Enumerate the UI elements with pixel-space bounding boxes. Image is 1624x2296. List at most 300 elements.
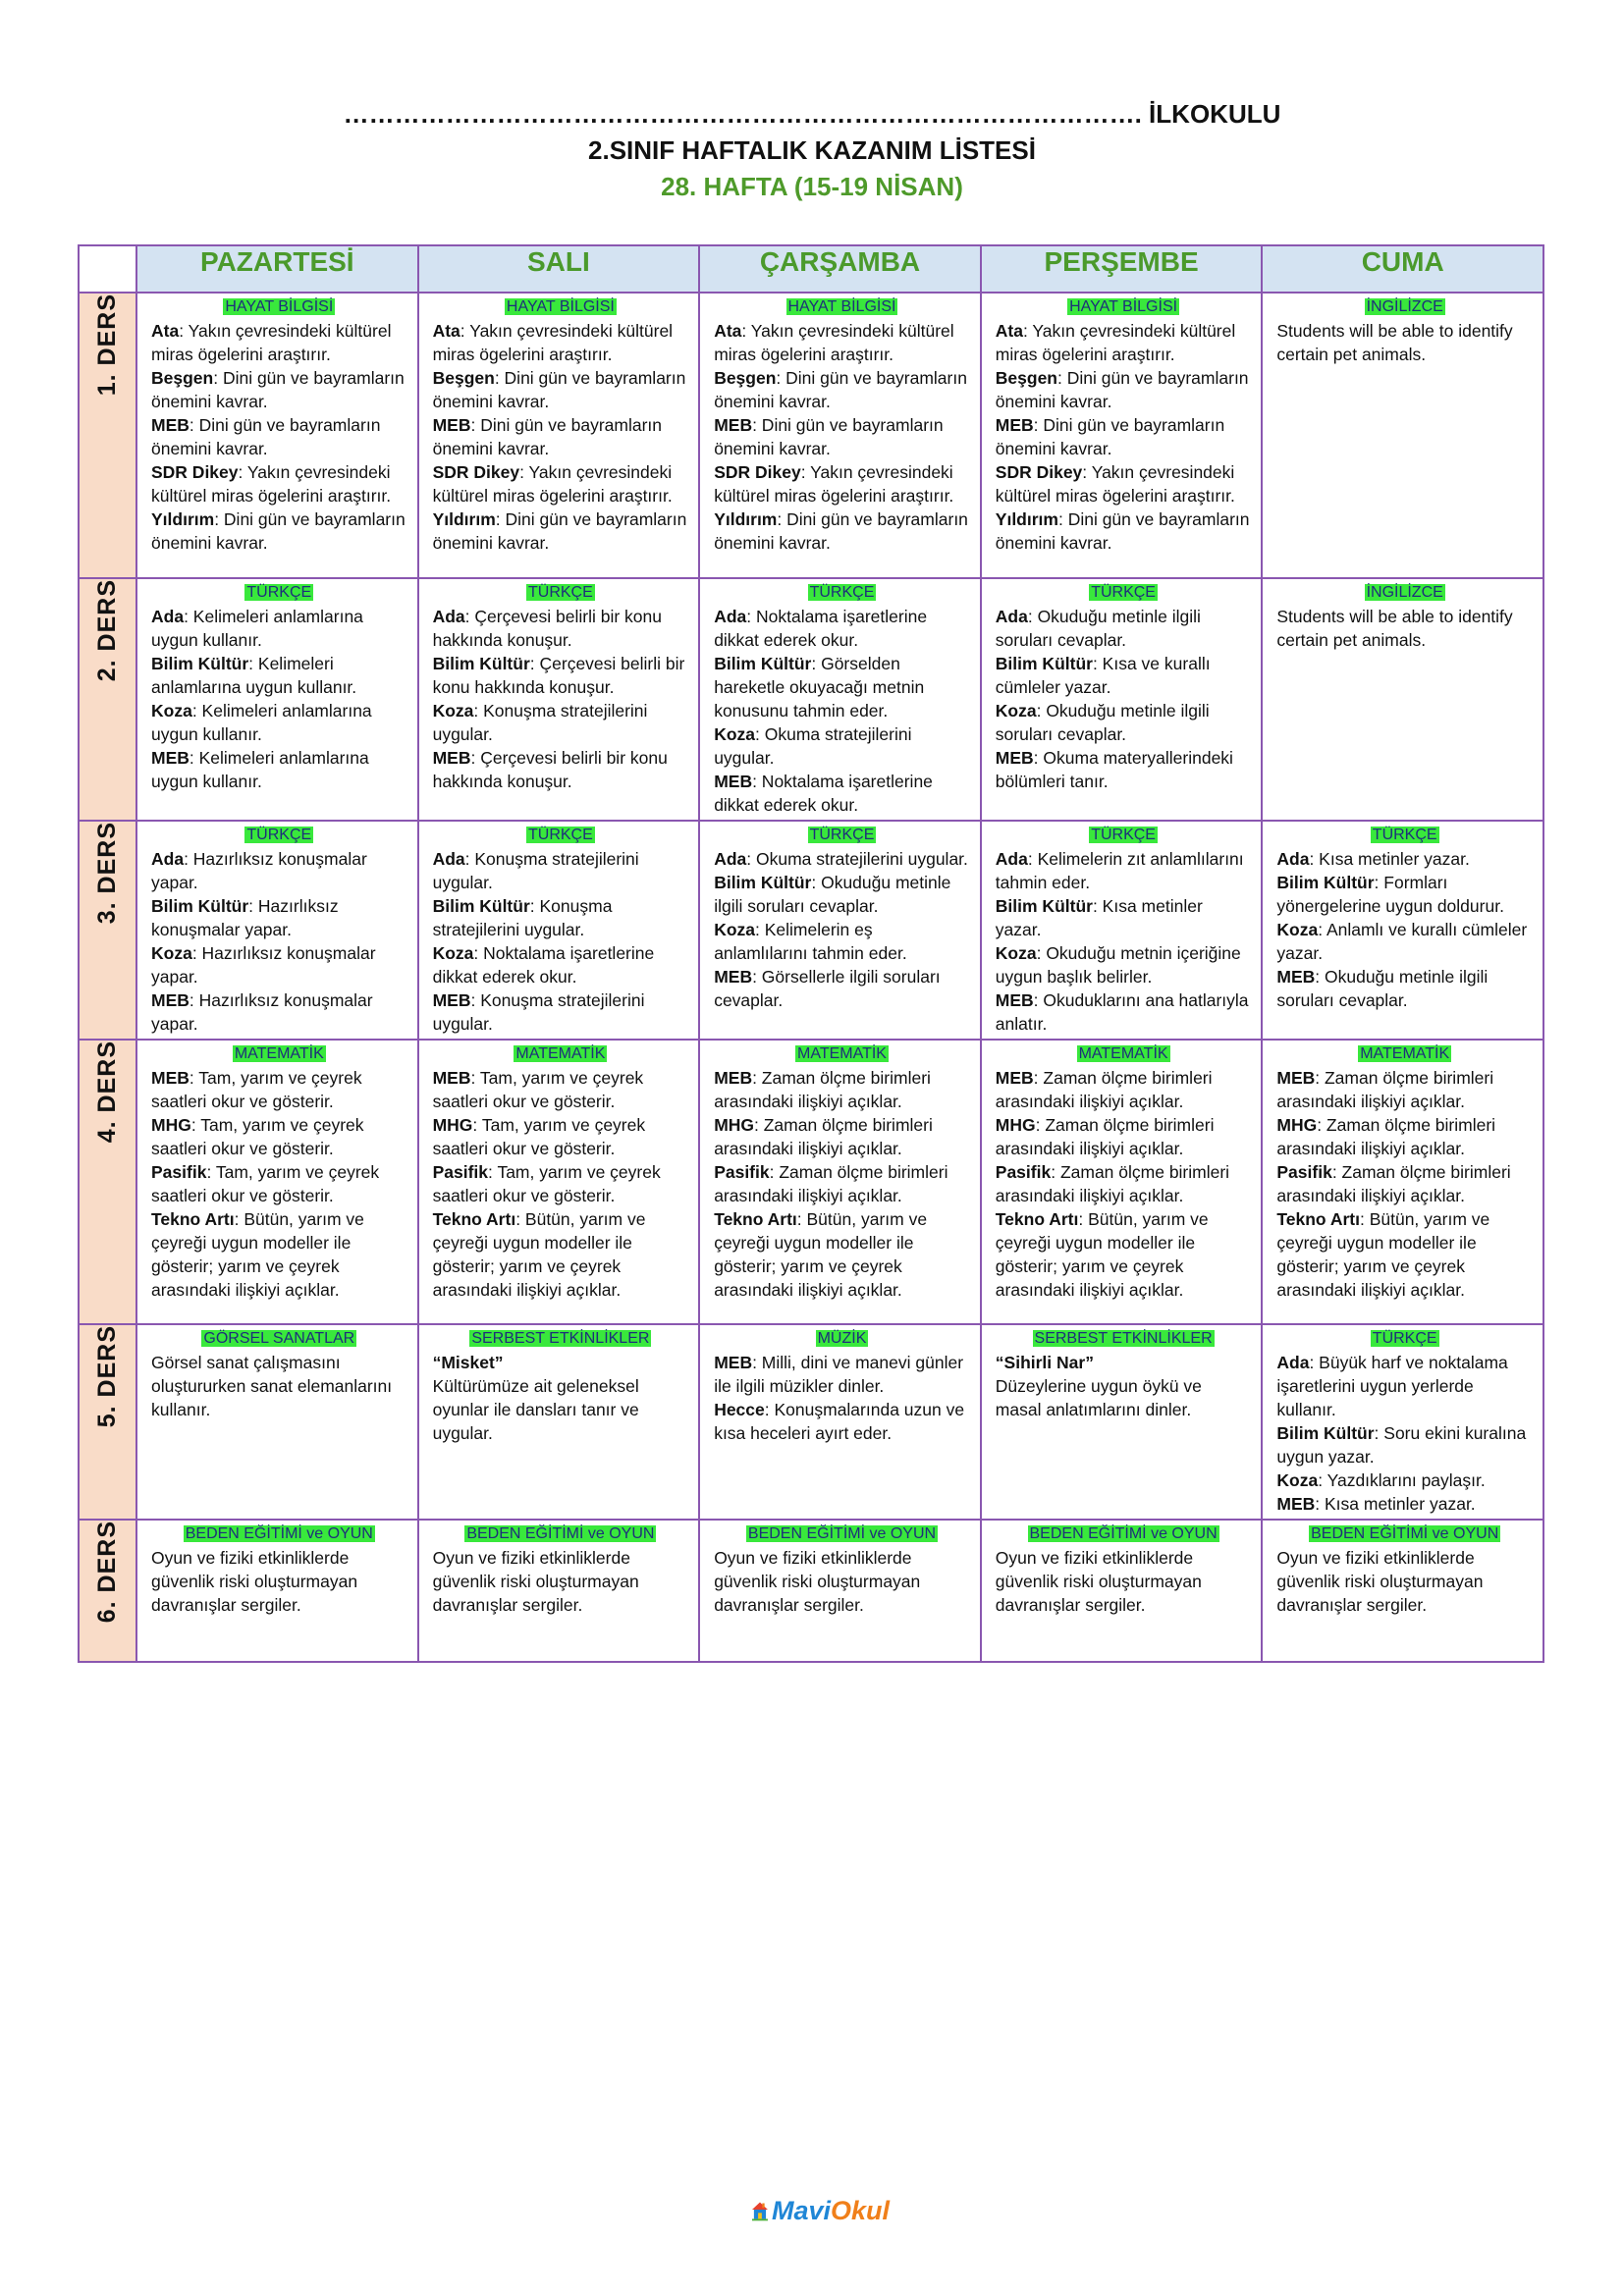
objective-item — [996, 507, 1252, 555]
objective-item — [151, 894, 407, 941]
source-name: Bilim Kültür — [432, 896, 530, 916]
subject-label: MATEMATİK — [797, 1045, 887, 1062]
objective-item — [151, 1066, 407, 1113]
house-logo-icon — [752, 2189, 768, 2232]
objective-text: : Okuduklarını ana hatlarıyla anlatır. — [995, 990, 1249, 1034]
objective-item — [996, 941, 1252, 988]
objective-text: Oyun ve fiziki etkinliklerde güvenlik riski oluşturmayan davranışlar sergiler. — [151, 1548, 358, 1615]
objective-item — [1276, 1546, 1533, 1617]
source-name: SDR Dikey — [714, 462, 801, 482]
objective-text: : Zaman ölçme birimleri arasındaki ilişkiyi açıklar. — [1276, 1115, 1496, 1158]
schedule-cell-friday — [1262, 1040, 1543, 1324]
source-name: Ada — [995, 849, 1028, 869]
subject-label: TÜRKÇE — [1091, 584, 1156, 601]
objective-text: : Tam, yarım ve çeyrek saatleri okur ve gösterir. — [151, 1115, 364, 1158]
subject-badge — [151, 581, 407, 603]
subject-badge — [1276, 295, 1533, 317]
source-name: Bilim Kültür — [151, 654, 249, 673]
objective-text: : Tam, yarım ve çeyrek saatleri okur ve gösterir. — [432, 1162, 661, 1205]
objective-item — [1276, 319, 1533, 366]
objective-item — [433, 699, 689, 746]
objective-item — [714, 366, 970, 413]
objective-text: : Tam, yarım ve çeyrek saatleri okur ve gösterir. — [151, 1068, 362, 1111]
objective-text: : Kısa metinler yazar. — [1315, 1494, 1476, 1514]
objective-text: : Kelimeleri anlamlarına uygun kullanır. — [151, 654, 357, 697]
objective-text: : Zaman ölçme birimleri arasındaki ilişkiyi açıklar. — [1276, 1068, 1494, 1111]
source-name: Ada — [1276, 849, 1310, 869]
source-name: Yıldırım — [151, 509, 215, 529]
objective-item — [433, 366, 689, 413]
lesson-header — [79, 1520, 136, 1662]
objective-item — [1276, 1207, 1533, 1302]
schedule-cell-monday — [136, 821, 418, 1040]
objective-item — [996, 1113, 1252, 1160]
source-name: MEB — [151, 415, 189, 435]
source-name: “Misket” — [432, 1353, 504, 1372]
objective-text: : Tam, yarım ve çeyrek saatleri okur ve gösterir. — [432, 1115, 646, 1158]
objective-item — [714, 770, 970, 817]
source-name: MEB — [714, 772, 753, 791]
subject-badge — [433, 1522, 689, 1544]
objective-text: : Yakın çevresindeki kültürel miras ögelerini araştırır. — [151, 462, 392, 506]
source-name: Pasifik — [995, 1162, 1052, 1182]
objective-item — [996, 894, 1252, 941]
source-name: MEB — [1276, 1068, 1316, 1088]
source-name: Bilim Kültür — [995, 654, 1093, 673]
objective-item — [714, 507, 970, 555]
subject-badge — [1276, 1327, 1533, 1349]
source-name: Bilim Kültür — [714, 873, 812, 892]
source-name: SDR Dikey — [151, 462, 239, 482]
subject-label: MÜZİK — [817, 1330, 867, 1347]
objective-item — [151, 605, 407, 652]
day-header-tuesday: SALI — [418, 245, 700, 293]
source-name: Hecce — [714, 1400, 765, 1419]
objective-text: : Yakın çevresindeki kültürel miras ögelerini araştırır. — [995, 462, 1235, 506]
objective-text: : Noktalama işaretlerine dikkat ederek okur. — [714, 772, 933, 815]
objective-item — [1276, 1066, 1533, 1113]
objective-item — [714, 319, 970, 366]
subject-label: TÜRKÇE — [246, 827, 312, 843]
objective-item — [996, 652, 1252, 699]
source-name: MEB — [151, 748, 189, 768]
schedule-cell-friday — [1262, 821, 1543, 1040]
subject-label: TÜRKÇE — [1091, 827, 1156, 843]
objective-text: : Yakın çevresindeki kültürel miras ögelerini araştırır. — [432, 462, 673, 506]
schedule-cell-friday — [1262, 293, 1543, 578]
source-name: Ata — [432, 321, 460, 341]
source-name: MHG — [1276, 1115, 1318, 1135]
objective-item — [1276, 1468, 1533, 1492]
schedule-cell-tuesday — [418, 293, 700, 578]
schedule-cell-wednesday — [699, 1324, 981, 1520]
subject-badge — [714, 581, 970, 603]
logo-text-part1: Mavi — [771, 2195, 831, 2225]
lesson-header — [79, 821, 136, 1040]
objective-text: Görsel sanat çalışmasını oluştururken sanat elemanlarını kullanır. — [151, 1353, 393, 1419]
objective-item — [433, 1160, 689, 1207]
objective-text: Students will be able to identify certain pet animals. — [1276, 607, 1513, 650]
schedule-cell-thursday — [981, 1520, 1263, 1662]
mavi-okul-logo — [752, 2186, 890, 2235]
objective-text: Düzeylerine uygun öykü ve masal anlatımlarını dinler. — [995, 1376, 1202, 1419]
page-header — [0, 96, 1624, 205]
objective-item — [151, 988, 407, 1036]
source-name: Ada — [714, 849, 747, 869]
subject-label: İNGİLİZCE — [1366, 298, 1443, 315]
source-name: MEB — [151, 1068, 189, 1088]
objective-item — [996, 319, 1252, 366]
objective-text: : Dini gün ve bayramların önemini kavrar. — [714, 509, 968, 553]
objective-item — [433, 988, 689, 1036]
source-name: Koza — [151, 701, 192, 721]
source-name: Yıldırım — [995, 509, 1058, 529]
subject-badge — [1276, 581, 1533, 603]
objective-text: : Zaman ölçme birimleri arasındaki ilişkiyi açıklar. — [714, 1162, 948, 1205]
objective-item — [714, 1398, 970, 1445]
objective-item — [996, 699, 1252, 746]
source-name: Bilim Kültür — [432, 654, 530, 673]
objective-text: : Kelimeleri anlamlarına uygun kullanır. — [151, 701, 372, 744]
objective-item — [433, 746, 689, 793]
objective-text: : Tam, yarım ve çeyrek saatleri okur ve gösterir. — [432, 1068, 644, 1111]
subject-badge — [996, 824, 1252, 845]
subject-badge — [1276, 1042, 1533, 1064]
lesson-label: 4. DERS — [93, 1041, 121, 1144]
objective-text: : Okuma stratejilerini uygular. — [746, 849, 968, 869]
objective-text: : Bütün, yarım ve çeyreği uygun modeller ile gösterir; yarım ve çeyrek arasındaki ilişkiyi açıklar. — [432, 1209, 646, 1300]
objective-text: : Dini gün ve bayramların önemini kavrar. — [995, 368, 1249, 411]
subject-badge — [151, 1522, 407, 1544]
objective-item — [151, 847, 407, 894]
subject-label: HAYAT BİLGİSİ — [1069, 298, 1178, 315]
schedule-cell-wednesday — [699, 821, 981, 1040]
schedule-cell-monday — [136, 1040, 418, 1324]
subject-label: BEDEN EĞİTİMİ ve OYUN — [466, 1525, 655, 1542]
source-name: Koza — [714, 724, 755, 744]
objective-item — [433, 847, 689, 894]
objective-text: : Yakın çevresindeki kültürel miras ögelerini araştırır. — [432, 321, 674, 364]
objective-item — [1276, 1492, 1533, 1516]
objective-item — [151, 652, 407, 699]
objective-item — [996, 413, 1252, 460]
objective-text: : Zaman ölçme birimleri arasındaki ilişkiyi açıklar. — [714, 1115, 933, 1158]
source-name: Ada — [151, 849, 185, 869]
objective-item — [433, 894, 689, 941]
objective-item — [433, 1113, 689, 1160]
corner-cell — [79, 245, 136, 293]
schedule-cell-tuesday — [418, 821, 700, 1040]
objective-text: : Okuduğu metinle ilgili soruları cevaplar. — [1276, 967, 1489, 1010]
source-name: “Sihirli Nar” — [995, 1353, 1094, 1372]
subject-label: MATEMATİK — [1078, 1045, 1168, 1062]
objective-text: : Dini gün ve bayramların önemini kavrar. — [714, 415, 944, 458]
objective-item — [433, 507, 689, 555]
source-name: Beşgen — [714, 368, 777, 388]
day-header-row — [79, 245, 1543, 293]
source-name: Koza — [151, 943, 192, 963]
lesson-row — [79, 293, 1543, 578]
objective-item — [996, 847, 1252, 894]
objective-item — [433, 413, 689, 460]
objective-text: : Tam, yarım ve çeyrek saatleri okur ve gösterir. — [151, 1162, 380, 1205]
source-name: Bilim Kültür — [1276, 873, 1375, 892]
objective-text: : Görselden hareketle okuyacağı metnin konusunu tahmin eder. — [714, 654, 925, 721]
subject-badge — [1276, 824, 1533, 845]
objective-text: Oyun ve fiziki etkinliklerde güvenlik riski oluşturmayan davranışlar sergiler. — [1276, 1548, 1484, 1615]
lesson-row — [79, 1324, 1543, 1520]
schedule-cell-monday — [136, 1520, 418, 1662]
subject-badge — [714, 1522, 970, 1544]
source-name: Ada — [1276, 1353, 1310, 1372]
objective-text: : Görsellerle ilgili soruları cevaplar. — [714, 967, 941, 1010]
objective-text: Kültürümüze ait geleneksel oyunlar ile dansları tanır ve uygular. — [432, 1376, 639, 1443]
objective-item — [151, 746, 407, 793]
objective-text: : Bütün, yarım ve çeyreği uygun modeller ile gösterir; yarım ve çeyrek arasındaki ilişkiyi açıklar. — [1276, 1209, 1490, 1300]
subject-label: SERBEST ETKİNLİKLER — [471, 1330, 650, 1347]
objective-item — [1276, 1113, 1533, 1160]
source-name: Pasifik — [714, 1162, 770, 1182]
subject-badge — [151, 1327, 407, 1349]
objective-item — [1276, 605, 1533, 652]
objective-item — [714, 1160, 970, 1207]
objective-text: : Okuma stratejilerini uygular. — [714, 724, 912, 768]
source-name: Koza — [1276, 920, 1319, 939]
source-name: SDR Dikey — [432, 462, 520, 482]
subject-label: TÜRKÇE — [809, 584, 875, 601]
objective-item — [151, 413, 407, 460]
objective-item — [1276, 1351, 1533, 1421]
subject-label: TÜRKÇE — [809, 827, 875, 843]
source-name: Pasifik — [151, 1162, 207, 1182]
subject-badge — [996, 581, 1252, 603]
schedule-cell-thursday — [981, 578, 1263, 821]
objective-text: Oyun ve fiziki etkinliklerde güvenlik riski oluşturmayan davranışlar sergiler. — [714, 1548, 921, 1615]
objective-item — [433, 1207, 689, 1302]
objective-text: Oyun ve fiziki etkinliklerde güvenlik riski oluşturmayan davranışlar sergiler. — [432, 1548, 639, 1615]
source-name: Pasifik — [432, 1162, 489, 1182]
objective-item — [714, 413, 970, 460]
source-name: Koza — [432, 943, 474, 963]
schedule-cell-tuesday — [418, 1040, 700, 1324]
objective-text: : Okuduğu metnin içeriğine uygun başlık belirler. — [995, 943, 1241, 987]
objective-text: : Zaman ölçme birimleri arasındaki ilişkiyi açıklar. — [995, 1162, 1230, 1205]
subject-badge — [433, 1042, 689, 1064]
objective-text: : Bütün, yarım ve çeyreği uygun modeller ile gösterir; yarım ve çeyrek arasındaki ilişkiyi açıklar. — [714, 1209, 928, 1300]
subject-badge — [151, 1042, 407, 1064]
lesson-label: 1. DERS — [93, 294, 121, 397]
lesson-header — [79, 1040, 136, 1324]
source-name: Ada — [432, 849, 465, 869]
source-name: Bilim Kültür — [995, 896, 1093, 916]
subject-label: BEDEN EĞİTİMİ ve OYUN — [1029, 1525, 1218, 1542]
objective-item — [714, 918, 970, 965]
objective-item — [1276, 918, 1533, 965]
objective-text: : Hazırlıksız konuşmalar yapar. — [151, 896, 339, 939]
objective-text: : Dini gün ve bayramların önemini kavrar. — [151, 368, 405, 411]
subject-label: TÜRKÇE — [528, 827, 593, 843]
source-name: Pasifik — [1276, 1162, 1332, 1182]
objective-text: : Zaman ölçme birimleri arasındaki ilişkiyi açıklar. — [1276, 1162, 1511, 1205]
subject-badge — [433, 581, 689, 603]
subject-badge — [1276, 1522, 1533, 1544]
source-name: Yıldırım — [432, 509, 496, 529]
objective-text: : Noktalama işaretlerine dikkat ederek okur. — [714, 607, 928, 650]
source-name: MHG — [714, 1115, 755, 1135]
subject-badge — [714, 1327, 970, 1349]
objective-item — [151, 507, 407, 555]
source-name: Koza — [714, 920, 755, 939]
source-name: Bilim Kültür — [1276, 1423, 1375, 1443]
lesson-label: 2. DERS — [93, 579, 121, 682]
objective-item — [714, 722, 970, 770]
lesson-row — [79, 1040, 1543, 1324]
logo-text-part2: Okul — [830, 2195, 890, 2225]
objective-text: : Büyük harf ve noktalama işaretlerini uygun yerlerde kullanır. — [1276, 1353, 1508, 1419]
source-name: Ata — [151, 321, 180, 341]
subject-label: BEDEN EĞİTİMİ ve OYUN — [185, 1525, 373, 1542]
schedule-cell-wednesday — [699, 1040, 981, 1324]
source-name: Ada — [432, 607, 465, 626]
objective-item — [996, 1207, 1252, 1302]
source-name: MEB — [714, 967, 753, 987]
objective-item — [151, 1546, 407, 1617]
objective-item — [433, 1351, 689, 1374]
objective-item — [996, 1546, 1252, 1617]
objective-item — [1276, 1160, 1533, 1207]
source-name: MEB — [432, 990, 471, 1010]
source-name: MHG — [151, 1115, 191, 1135]
source-name: Ada — [151, 607, 185, 626]
objective-item — [714, 1351, 970, 1398]
objective-text: : Kısa metinler yazar. — [1309, 849, 1470, 869]
subject-label: İNGİLİZCE — [1366, 584, 1443, 601]
source-name: MEB — [432, 415, 471, 435]
source-name: MEB — [1276, 967, 1316, 987]
schedule-cell-monday — [136, 578, 418, 821]
objective-text: : Okuduğu metinle ilgili soruları cevaplar. — [995, 701, 1210, 744]
schedule-cell-friday — [1262, 1520, 1543, 1662]
objective-item — [151, 1351, 407, 1421]
source-name: MEB — [995, 415, 1034, 435]
subject-label: GÖRSEL SANATLAR — [203, 1330, 355, 1347]
objective-text: : Kelimeleri anlamlarına uygun kullanır. — [151, 607, 363, 650]
objective-item — [151, 1113, 407, 1160]
source-name: Ada — [995, 607, 1028, 626]
source-name: Bilim Kültür — [714, 654, 812, 673]
objective-text: : Dini gün ve bayramların önemini kavrar. — [151, 509, 406, 553]
objective-item — [1276, 1421, 1533, 1468]
source-name: Beşgen — [151, 368, 214, 388]
objective-text: : Formları yönergelerine uygun doldurur. — [1276, 873, 1504, 916]
objective-item — [433, 941, 689, 988]
objective-item — [433, 1374, 689, 1445]
subject-label: TÜRKÇE — [528, 584, 593, 601]
objective-item — [714, 460, 970, 507]
schedule-cell-friday — [1262, 1324, 1543, 1520]
objective-text: : Dini gün ve bayramların önemini kavrar. — [995, 415, 1225, 458]
objective-text: : Anlamlı ve kurallı cümleler yazar. — [1276, 920, 1528, 963]
objective-text: : Kelimelerin zıt anlamlılarını tahmin eder. — [995, 849, 1244, 892]
objective-item — [1276, 847, 1533, 871]
objective-item — [714, 1546, 970, 1617]
subject-badge — [433, 1327, 689, 1349]
lesson-label: 3. DERS — [93, 822, 121, 925]
schedule-cell-friday — [1262, 578, 1543, 821]
objective-text: : Okuduğu metinle ilgili soruları cevaplar. — [995, 607, 1201, 650]
subject-badge — [714, 1042, 970, 1064]
lesson-header — [79, 1324, 136, 1520]
objective-text: : Dini gün ve bayramların önemini kavrar. — [432, 509, 687, 553]
source-name: Koza — [1276, 1470, 1319, 1490]
objective-text: : Konuşma stratejilerini uygular. — [432, 849, 639, 892]
objective-text: : Milli, dini ve manevi günler ile ilgili müzikler dinler. — [714, 1353, 964, 1396]
objective-text: : Dini gün ve bayramların önemini kavrar. — [432, 415, 663, 458]
objective-text: : Bütün, yarım ve çeyreği uygun modeller ile gösterir; yarım ve çeyrek arasındaki ilişkiyi açıklar. — [151, 1209, 364, 1300]
subject-badge — [151, 295, 407, 317]
objective-item — [714, 1066, 970, 1113]
source-name: Beşgen — [432, 368, 495, 388]
source-name: Tekno Artı — [714, 1209, 797, 1229]
source-name: MHG — [995, 1115, 1036, 1135]
objective-text: : Konuşmalarında uzun ve kısa heceleri ayırt eder. — [714, 1400, 965, 1443]
objective-text: : Hazırlıksız konuşmalar yapar. — [151, 990, 373, 1034]
source-name: Tekno Artı — [151, 1209, 235, 1229]
source-name: Koza — [995, 943, 1037, 963]
day-header-thursday: PERŞEMBE — [981, 245, 1263, 293]
objective-text: : Yakın çevresindeki kültürel miras ögelerini araştırır. — [714, 321, 954, 364]
objective-item — [151, 1207, 407, 1302]
source-name: Beşgen — [995, 368, 1057, 388]
subject-label: MATEMATİK — [515, 1045, 606, 1062]
source-name: Bilim Kültür — [151, 896, 249, 916]
objective-item — [996, 1066, 1252, 1113]
objective-item — [714, 1113, 970, 1160]
objective-item — [433, 460, 689, 507]
objective-item — [433, 652, 689, 699]
subject-label: HAYAT BİLGİSİ — [787, 298, 896, 315]
objective-text: : Konuşma stratejilerini uygular. — [432, 701, 648, 744]
source-name: Ata — [995, 321, 1023, 341]
schedule-cell-tuesday — [418, 578, 700, 821]
subject-badge — [996, 1042, 1252, 1064]
objective-item — [151, 319, 407, 366]
schedule-cell-wednesday — [699, 293, 981, 578]
objective-text: : Yazdıklarını paylaşır. — [1318, 1470, 1486, 1490]
subject-badge — [996, 295, 1252, 317]
source-name: Tekno Artı — [995, 1209, 1079, 1229]
objective-text: : Zaman ölçme birimleri arasındaki ilişkiyi açıklar. — [995, 1115, 1215, 1158]
source-name: SDR Dikey — [995, 462, 1083, 482]
objective-item — [996, 746, 1252, 793]
schedule-cell-tuesday — [418, 1324, 700, 1520]
subject-badge — [433, 824, 689, 845]
day-header-wednesday: ÇARŞAMBA — [699, 245, 981, 293]
lesson-row — [79, 578, 1543, 821]
source-name: MEB — [151, 990, 189, 1010]
source-name: MEB — [995, 748, 1034, 768]
source-name: Tekno Artı — [1276, 1209, 1360, 1229]
objective-text: : Dini gün ve bayramların önemini kavrar. — [995, 509, 1250, 553]
objective-item — [151, 366, 407, 413]
objective-text: : Noktalama işaretlerine dikkat ederek okur. — [432, 943, 655, 987]
day-header-monday: PAZARTESİ — [136, 245, 418, 293]
objective-text: : Çerçevesi belirli bir konu hakkında konuşur. — [432, 654, 685, 697]
objective-text: : Kısa metinler yazar. — [995, 896, 1203, 939]
objective-item — [433, 1066, 689, 1113]
schedule-cell-thursday — [981, 293, 1263, 578]
objective-item — [151, 1160, 407, 1207]
